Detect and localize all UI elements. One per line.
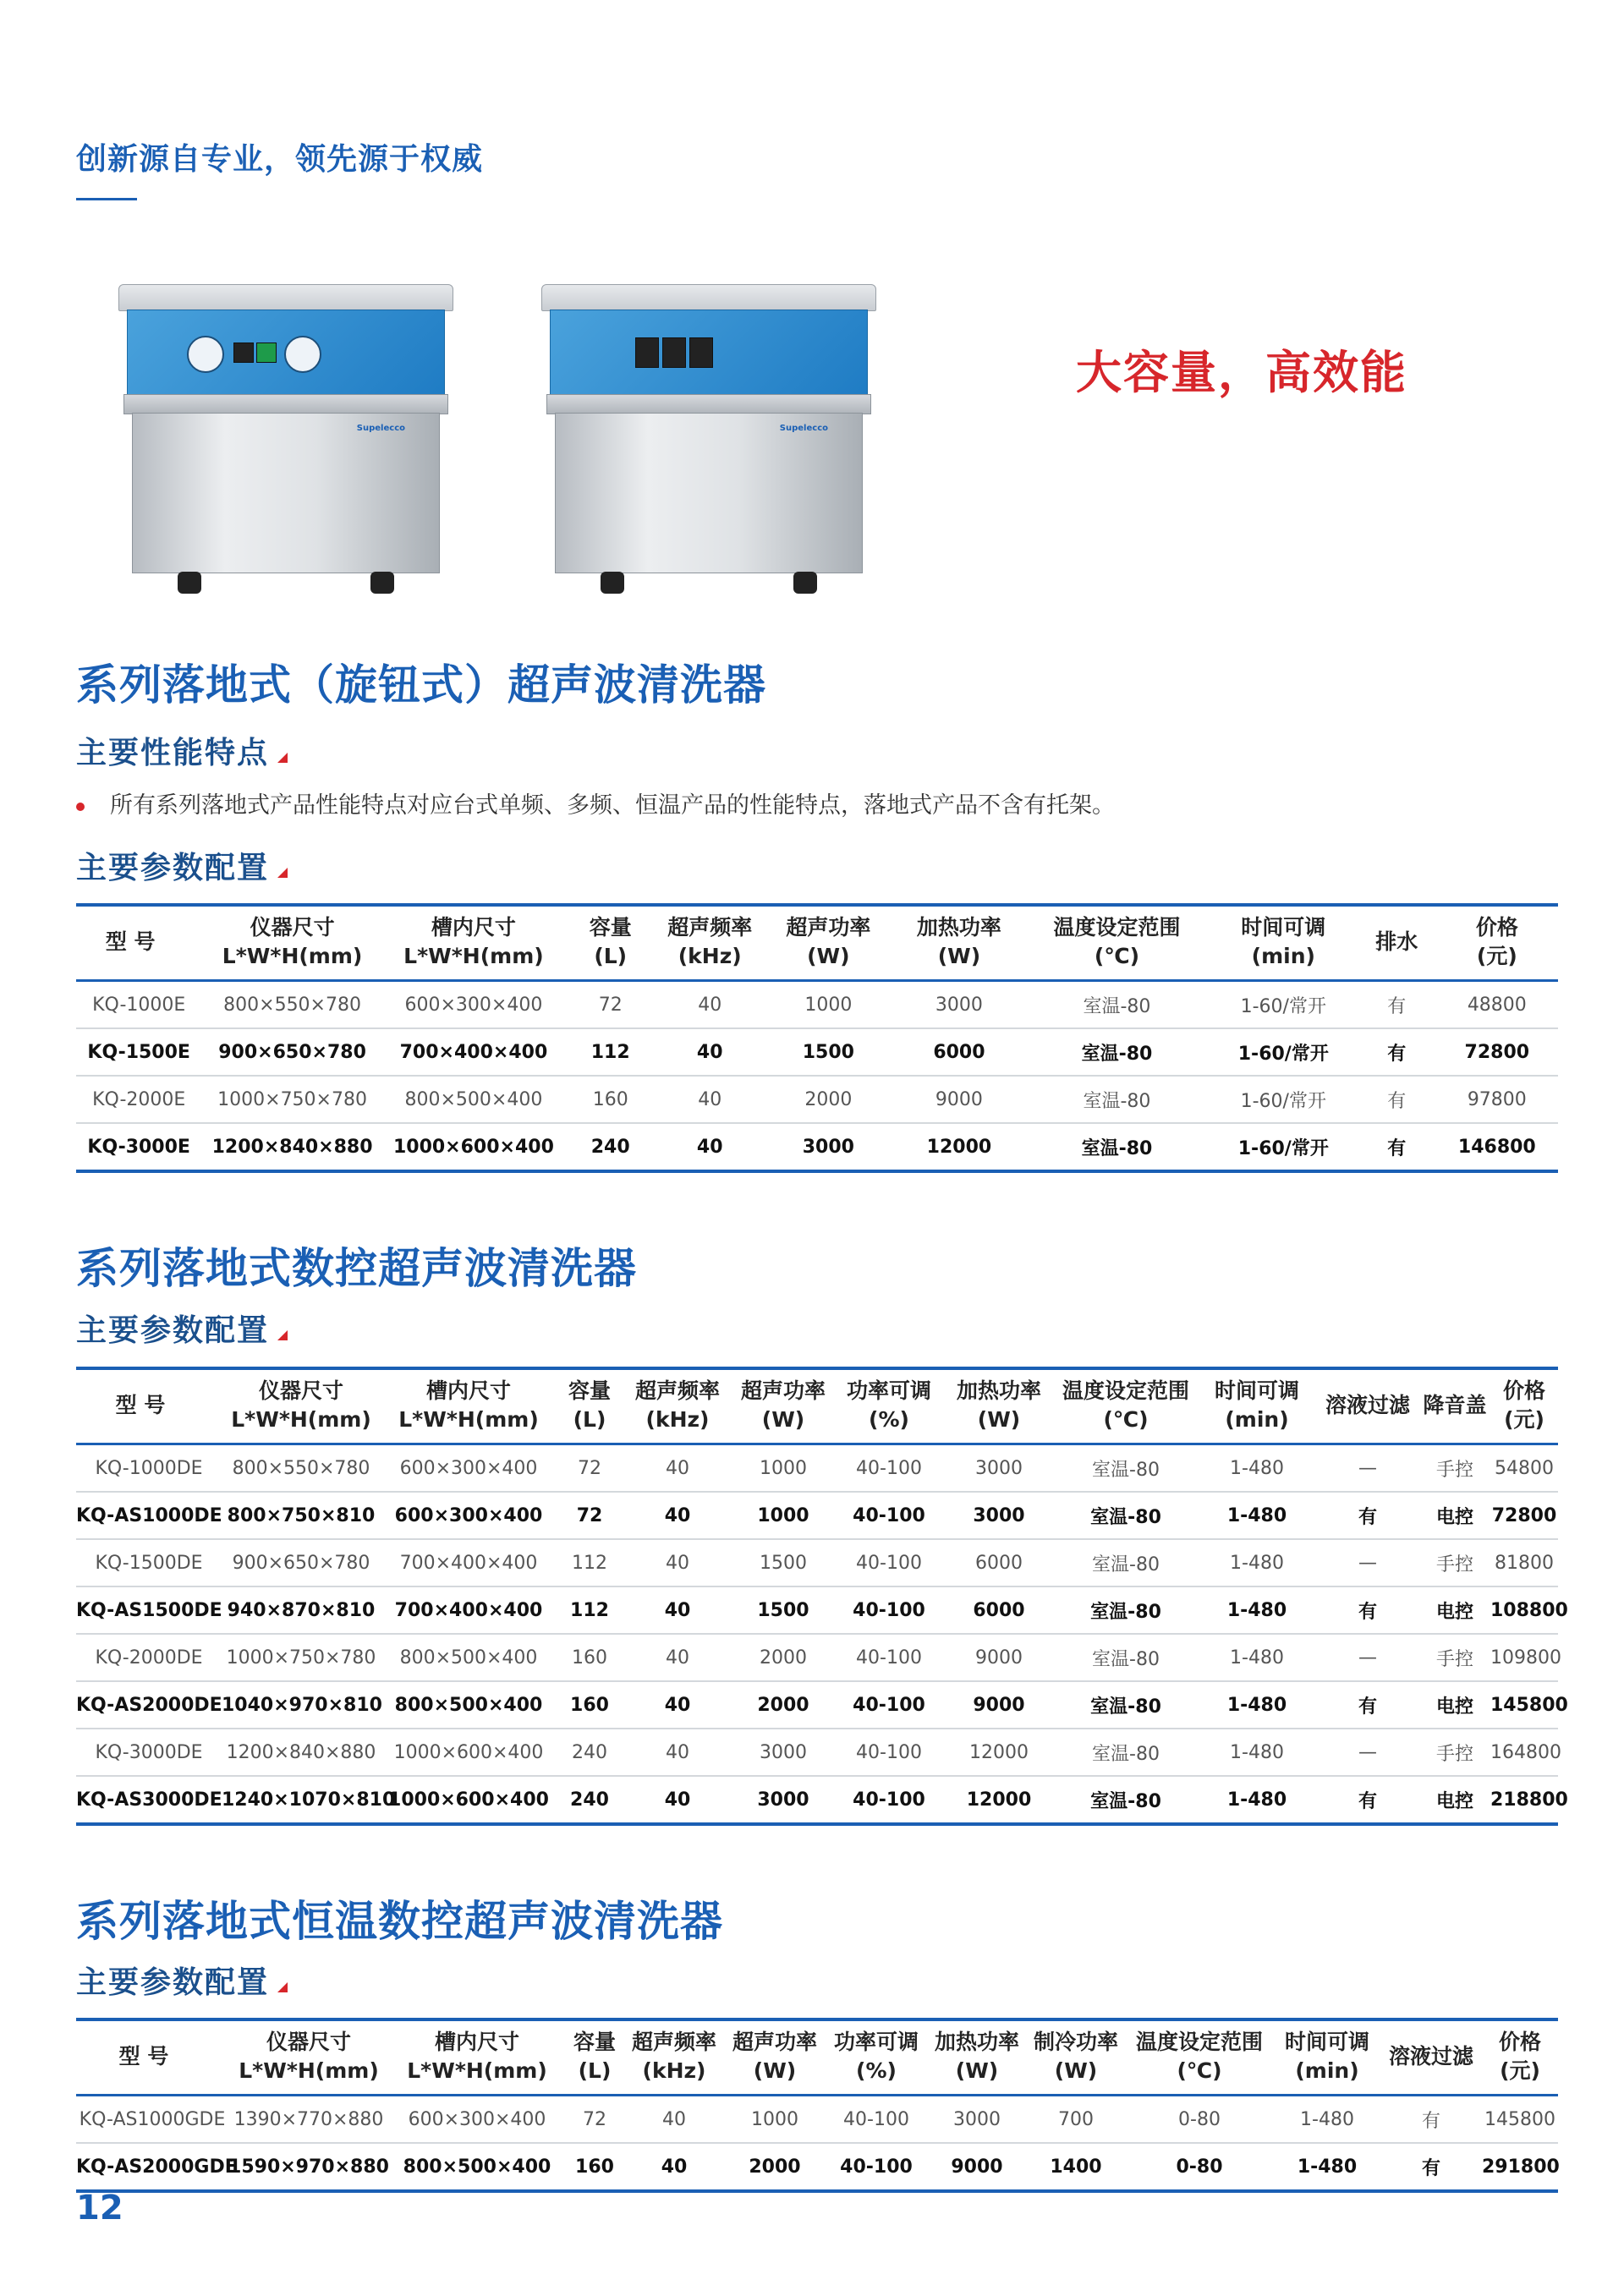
table-row [76, 1681, 1558, 1729]
table-cell: 室温-80 [1090, 1696, 1161, 1718]
page-slogan: 创新源自专业，领先源于权威 [76, 142, 484, 177]
table-cell: 电控 [1435, 1790, 1473, 1812]
table-row [76, 1776, 1558, 1824]
table-cell: 室温-80 [1083, 995, 1151, 1017]
section1-params-heading: 主要参数配置 [76, 844, 288, 887]
table-cell: 2000 [749, 2156, 801, 2178]
table-cell: 9000 [951, 2156, 1003, 2178]
table-cell: 室温-80 [1090, 1601, 1161, 1623]
table-header-row [76, 905, 1558, 981]
page-number: 12 [76, 2189, 123, 2228]
table-cell: 1000 [760, 1457, 807, 1479]
wheel-icon [793, 572, 817, 594]
table-row [76, 1076, 1558, 1123]
table-cell: 112 [570, 1599, 609, 1621]
table-cell: 12000 [926, 1136, 992, 1158]
table-cell: 700×400×400 [399, 1041, 548, 1063]
table-cell: 有 [1358, 1696, 1377, 1718]
knob-icon [187, 336, 224, 373]
table-cell: 240 [590, 1136, 630, 1158]
table-row [76, 981, 1558, 1029]
table-cell: 1-60/常开 [1237, 1137, 1329, 1159]
column-header: 仪器尺寸 L*W*H(mm) [231, 1378, 371, 1432]
table-cell: 1040×970×810 [222, 1694, 382, 1716]
table-cell: 有 [1387, 1090, 1407, 1112]
table-cell: 室温-80 [1081, 1137, 1153, 1159]
column-header: 型 号 [118, 2044, 169, 2069]
table-cell: 6000 [933, 1041, 985, 1063]
table-cell: 40-100 [856, 1457, 922, 1479]
table-cell: 900×650×780 [232, 1552, 370, 1574]
table-cell: 手控 [1435, 1743, 1473, 1765]
table-cell: 72800 [1464, 1041, 1530, 1063]
model-cell: KQ-AS2000GDE [76, 2156, 238, 2178]
table-cell: 800×500×400 [404, 1088, 543, 1110]
section2-title: 系列落地式数控超声波清洗器 [76, 1244, 637, 1293]
table-cell: 108800 [1490, 1599, 1568, 1621]
column-header: 槽内尺寸 L*W*H(mm) [407, 2030, 547, 2083]
table-cell: 40-100 [853, 1599, 925, 1621]
table-cell: 1-480 [1226, 1504, 1287, 1526]
table-cell: 1-480 [1230, 1741, 1284, 1763]
triangle-icon [277, 1982, 288, 1992]
table-cell: 室温-80 [1092, 1459, 1160, 1481]
feature-item: 所有系列落地式产品性能特点对应台式单频、多频、恒温产品的性能特点，落地式产品不含有托架。 [76, 786, 1115, 819]
table-cell: 72 [578, 1457, 601, 1479]
table-cell: 800×500×400 [399, 1647, 538, 1669]
brand-logo: Supelecco [779, 424, 828, 433]
table-cell: 40 [666, 1552, 689, 1574]
table-cell: 1500 [760, 1552, 807, 1574]
table-cell: 1-60/常开 [1240, 995, 1326, 1017]
column-header: 时间可调 (min) [1241, 915, 1326, 968]
wheel-icon [601, 572, 624, 594]
table-cell: 6000 [975, 1552, 1023, 1574]
machine-image-knob [118, 284, 453, 594]
table-cell: 室温-80 [1092, 1743, 1160, 1765]
table-cell: 1000×750×780 [217, 1088, 367, 1110]
table-row [76, 1444, 1558, 1493]
table-row [76, 1729, 1558, 1776]
column-header: 温度设定范围 (℃) [1062, 1378, 1189, 1432]
column-header: 容量 (L) [589, 915, 632, 968]
table-cell: 700×400×400 [399, 1552, 538, 1574]
table-cell: 室温-80 [1092, 1553, 1160, 1575]
column-header: 超声功率 (W) [740, 1378, 826, 1432]
model-cell: KQ-3000DE [95, 1741, 203, 1763]
table-cell: 3000 [973, 1504, 1025, 1526]
table-cell: 室温-80 [1090, 1790, 1161, 1812]
column-header: 加热功率 (W) [934, 2030, 1019, 2083]
table-cell: 40 [664, 1789, 691, 1811]
table-row [76, 1028, 1558, 1076]
column-header: 功率可调 (%) [833, 2030, 919, 2083]
section1-features-heading: 主要性能特点 [76, 729, 288, 772]
table-cell: 室温-80 [1092, 1648, 1160, 1670]
table-cell: 有 [1358, 1601, 1377, 1623]
column-header: 超声频率 (kHz) [631, 2030, 716, 2083]
table-cell: 54800 [1495, 1457, 1554, 1479]
section2-params-heading: 主要参数配置 [76, 1307, 288, 1350]
spec-table-1 [76, 903, 1558, 1173]
table-cell: 3000 [975, 1457, 1023, 1479]
control-panel [550, 310, 868, 396]
table-cell: 3000 [802, 1136, 854, 1158]
table-cell: 3000 [760, 1741, 807, 1763]
table-cell: 145800 [1490, 1694, 1568, 1716]
table-cell: 40 [696, 1136, 723, 1158]
table-cell: 1200×840×880 [211, 1136, 373, 1158]
table-cell: 800×500×400 [394, 1694, 543, 1716]
table-cell: 40-100 [843, 2108, 909, 2130]
spec-table-2 [76, 1367, 1568, 1826]
table-cell: 40-100 [856, 1741, 922, 1763]
column-header: 价格 (元) [1498, 2030, 1541, 2083]
table-cell: 72 [583, 2108, 606, 2130]
table-cell: 1390×770×880 [233, 2108, 384, 2130]
table-cell: 81800 [1495, 1552, 1554, 1574]
table-cell: 600×300×400 [404, 994, 543, 1016]
table-cell: 40-100 [856, 1647, 922, 1669]
model-cell: KQ-AS1500DE [76, 1599, 222, 1621]
table-cell: 9000 [935, 1088, 983, 1110]
table-cell: 1000 [757, 1504, 809, 1526]
slogan-underline [76, 198, 137, 200]
table-cell: 112 [590, 1041, 630, 1063]
table-cell: — [1358, 1552, 1377, 1574]
table-cell: 1-480 [1230, 1457, 1284, 1479]
display-icon [233, 342, 254, 363]
bullet-icon [76, 803, 85, 811]
section3-params-heading: 主要参数配置 [76, 1959, 288, 2002]
column-header: 加热功率 (W) [956, 1378, 1041, 1432]
column-header: 加热功率 (W) [916, 915, 1001, 968]
column-header: 功率可调 (%) [846, 1378, 931, 1432]
wheel-icon [178, 572, 201, 594]
model-cell: KQ-3000E [87, 1136, 190, 1158]
table-cell: 800×500×400 [403, 2156, 551, 2178]
table-cell: 800×750×810 [227, 1504, 376, 1526]
table-cell: 160 [575, 2156, 614, 2178]
model-cell: KQ-1500DE [95, 1552, 203, 1574]
table-cell: 室温-80 [1081, 1043, 1153, 1065]
table-cell: 2000 [760, 1647, 807, 1669]
table-cell: 1000×600×400 [393, 1741, 544, 1763]
table-cell: 40 [661, 2156, 688, 2178]
table-cell: 40 [698, 994, 722, 1016]
table-cell: 40 [664, 1694, 691, 1716]
table-cell: 800×550×780 [223, 994, 361, 1016]
model-cell: KQ-AS1000DE [76, 1504, 222, 1526]
table-cell: 有 [1358, 1790, 1377, 1812]
table-cell: 40 [698, 1088, 722, 1110]
table-row [76, 1586, 1558, 1634]
table-cell: 2000 [804, 1088, 853, 1110]
table-cell: 600×300×400 [408, 2108, 546, 2130]
table-cell: 72800 [1491, 1504, 1557, 1526]
table-cell: 600×300×400 [394, 1504, 543, 1526]
table-cell: 900×650×780 [218, 1041, 366, 1063]
table-cell: 112 [572, 1552, 607, 1574]
column-header: 超声频率 (kHz) [634, 1378, 720, 1432]
table-cell: 240 [572, 1741, 607, 1763]
column-header: 容量 (L) [573, 2030, 616, 2083]
table-cell: 电控 [1435, 1696, 1473, 1718]
column-header: 槽内尺寸 L*W*H(mm) [398, 1378, 539, 1432]
column-header: 仪器尺寸 L*W*H(mm) [222, 915, 363, 968]
knob-icon [284, 336, 321, 373]
table-cell: 1-480 [1230, 1647, 1284, 1669]
model-cell: KQ-1500E [87, 1041, 190, 1063]
table-cell: 72 [598, 994, 623, 1016]
table-cell: 有 [1358, 1506, 1377, 1528]
table-header-row [76, 1368, 1558, 1444]
column-header: 超声频率 (kHz) [667, 915, 753, 968]
triangle-icon [277, 753, 288, 763]
table-cell: 97800 [1467, 1088, 1527, 1110]
table-cell: 有 [1387, 1043, 1407, 1065]
column-header: 时间可调 (min) [1284, 2030, 1369, 2083]
table-cell: 700 [1058, 2108, 1094, 2130]
table-cell: 164800 [1490, 1741, 1561, 1763]
table-cell: 1500 [802, 1041, 854, 1063]
table-cell: 电控 [1435, 1601, 1473, 1623]
table-cell: 40-100 [853, 1504, 925, 1526]
table-cell: 48800 [1467, 994, 1527, 1016]
table-cell: 12000 [969, 1741, 1029, 1763]
table-cell: 1-480 [1226, 1789, 1287, 1811]
column-header: 排水 [1375, 929, 1418, 954]
column-header: 容量 (L) [568, 1378, 611, 1432]
spec-table-3 [76, 2018, 1558, 2193]
model-cell: KQ-2000E [92, 1088, 186, 1110]
table-cell: 有 [1387, 1137, 1407, 1159]
table-cell: 9000 [973, 1694, 1025, 1716]
section1-title: 系列落地式（旋钮式）超声波清洗器 [76, 660, 766, 710]
table-cell: 1000×600×400 [388, 1789, 549, 1811]
table-cell: 72 [576, 1504, 603, 1526]
table-cell: 600×300×400 [399, 1457, 538, 1479]
table-cell: 40 [696, 1041, 723, 1063]
indicator-icon [256, 342, 277, 363]
table-cell: 800×550×780 [232, 1457, 370, 1479]
table-row [76, 1123, 1558, 1171]
model-cell: KQ-AS1000GDE [79, 2108, 226, 2130]
table-cell: 40-100 [840, 2156, 913, 2178]
triangle-icon [277, 868, 288, 878]
table-cell: 6000 [973, 1599, 1025, 1621]
section3-title: 系列落地式恒温数控超声波清洗器 [76, 1897, 723, 1946]
display-icon [635, 337, 659, 368]
table-cell: 40 [664, 1599, 691, 1621]
table-row [76, 1492, 1558, 1539]
table-cell: 1400 [1050, 2156, 1102, 2178]
table-cell: 40 [664, 1504, 691, 1526]
model-cell: KQ-1000E [92, 994, 186, 1016]
column-header: 温度设定范围 (℃) [1053, 915, 1181, 968]
table-row [76, 1634, 1558, 1681]
control-panel [127, 310, 445, 396]
column-header: 价格 (元) [1502, 1378, 1545, 1432]
table-row [76, 2143, 1558, 2191]
model-cell: KQ-1000DE [95, 1457, 203, 1479]
column-header: 型 号 [105, 929, 156, 954]
brand-logo: Supelecco [356, 424, 405, 433]
table-cell: 40 [666, 1741, 689, 1763]
table-cell: 手控 [1435, 1553, 1473, 1575]
table-cell: 有 [1421, 2110, 1440, 2132]
table-cell: 1200×840×880 [226, 1741, 376, 1763]
table-cell: 291800 [1482, 2156, 1560, 2178]
table-cell: 2000 [757, 1694, 809, 1716]
table-cell: 40 [666, 1647, 689, 1669]
table-cell: 1-60/常开 [1240, 1090, 1326, 1112]
table-cell: 1240×1070×810 [222, 1789, 396, 1811]
table-cell: 1-480 [1300, 2108, 1354, 2130]
table-cell: 12000 [966, 1789, 1032, 1811]
table-cell: 手控 [1435, 1459, 1473, 1481]
table-cell: 0-80 [1178, 2108, 1221, 2130]
column-header: 制冷功率 (W) [1033, 2030, 1118, 2083]
machine-image-digital [541, 284, 876, 594]
table-cell: 40-100 [853, 1789, 925, 1811]
display-icon [662, 337, 686, 368]
table-cell: 3000 [953, 2108, 1001, 2130]
table-cell: 160 [592, 1088, 628, 1110]
display-icon [689, 337, 713, 368]
column-header: 仪器尺寸 L*W*H(mm) [239, 2030, 379, 2083]
table-cell: 40 [666, 1457, 689, 1479]
hero-tagline: 大容量，高效能 [1076, 346, 1407, 399]
table-cell: — [1358, 1457, 1377, 1479]
table-cell: 40-100 [853, 1694, 925, 1716]
table-cell: 手控 [1435, 1648, 1473, 1670]
table-cell: 1500 [757, 1599, 809, 1621]
table-cell: 218800 [1490, 1789, 1568, 1811]
model-cell: KQ-AS2000DE [76, 1694, 222, 1716]
table-cell: 1590×970×880 [228, 2156, 389, 2178]
table-cell: 1000×600×400 [392, 1136, 554, 1158]
column-header: 超声功率 (W) [786, 915, 871, 968]
table-cell: 160 [570, 1694, 609, 1716]
table-row [76, 1539, 1558, 1586]
table-cell: 1-480 [1226, 1694, 1287, 1716]
model-cell: KQ-AS3000DE [76, 1789, 222, 1811]
table-cell: 3000 [935, 994, 983, 1016]
table-cell: 240 [570, 1789, 609, 1811]
table-header-row [76, 2019, 1558, 2096]
table-cell: 1-480 [1297, 2156, 1358, 2178]
wheel-icon [370, 572, 394, 594]
column-header: 价格 (元) [1475, 915, 1518, 968]
table-cell: 109800 [1490, 1647, 1561, 1669]
table-cell: 1000 [751, 2108, 798, 2130]
triangle-icon [277, 1330, 288, 1340]
table-cell: 室温-80 [1083, 1090, 1151, 1112]
column-header: 降音盖 [1423, 1393, 1487, 1417]
model-cell: KQ-2000DE [95, 1647, 203, 1669]
column-header: 溶液过滤 [1325, 1393, 1410, 1417]
table-cell: 室温-80 [1090, 1506, 1161, 1528]
table-cell: 940×870×810 [227, 1599, 376, 1621]
table-cell: 146800 [1457, 1136, 1536, 1158]
table-cell: 1-480 [1230, 1552, 1284, 1574]
table-cell: 有 [1387, 995, 1407, 1017]
table-cell: 0-80 [1176, 2156, 1223, 2178]
table-row [76, 2096, 1558, 2144]
column-header: 溶液过滤 [1388, 2044, 1473, 2069]
table-cell: 9000 [975, 1647, 1023, 1669]
table-cell: 1000 [804, 994, 853, 1016]
table-cell: 3000 [757, 1789, 809, 1811]
column-header: 型 号 [115, 1393, 166, 1417]
table-cell: 1-60/常开 [1237, 1043, 1329, 1065]
table-cell: 160 [572, 1647, 607, 1669]
column-header: 时间可调 (min) [1214, 1378, 1299, 1432]
table-cell: 40-100 [856, 1552, 922, 1574]
table-cell: 40 [662, 2108, 686, 2130]
table-cell: — [1358, 1647, 1377, 1669]
table-cell: 1000×750×780 [226, 1647, 376, 1669]
table-cell: — [1358, 1741, 1377, 1763]
column-header: 槽内尺寸 L*W*H(mm) [403, 915, 544, 968]
table-cell: 有 [1421, 2157, 1440, 2179]
table-cell: 145800 [1484, 2108, 1555, 2130]
table-cell: 电控 [1435, 1506, 1473, 1528]
table-cell: 700×400×400 [394, 1599, 543, 1621]
column-header: 温度设定范围 (℃) [1135, 2030, 1263, 2083]
table-cell: 1-480 [1226, 1599, 1287, 1621]
column-header: 超声功率 (W) [732, 2030, 817, 2083]
